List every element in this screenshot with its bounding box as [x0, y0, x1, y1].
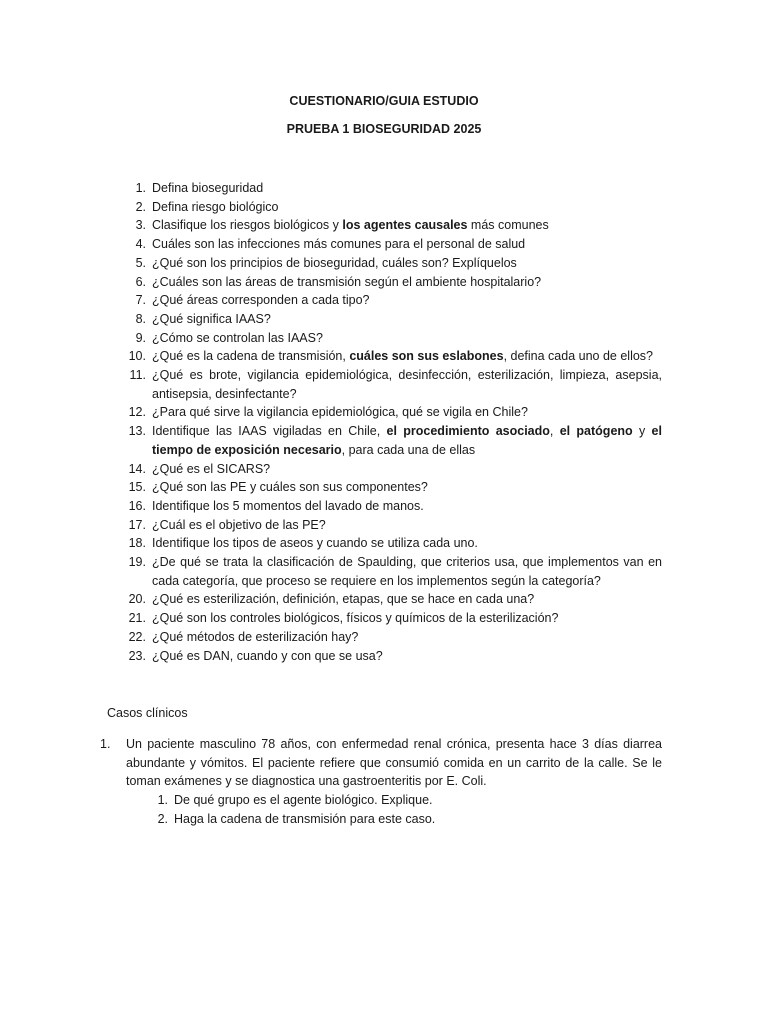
- question-text-bold: cuáles son sus eslabones: [349, 349, 504, 364]
- question-text: , para cada una de ellas: [341, 442, 476, 457]
- question-item: [120, 534, 662, 553]
- cases-heading: Casos clínicos: [107, 706, 188, 720]
- question-item: [120, 179, 662, 198]
- question-text: ¿Cuál es el objetivo de las PE?: [152, 517, 326, 532]
- question-text-bold: el procedimiento asociado: [386, 424, 550, 439]
- question-text: ¿Cómo se controlan las IAAS?: [152, 330, 323, 345]
- case-text: Un paciente masculino 78 años, con enfermedad renal crónica, presenta hace 3 días diarrea abundante y vómitos. El paciente refiere que consumió comida en un carrito de la calle. Se le toman exámenes y se diagnostica una gastroenteritis por E. Coli.: [126, 737, 662, 789]
- question-text: Identifique los 5 momentos del lavado de manos.: [152, 498, 424, 513]
- question-item: [120, 310, 662, 329]
- question-item: [120, 198, 662, 217]
- question-number: 13.: [128, 424, 146, 439]
- question-item: [120, 347, 662, 366]
- question-number: 21.: [128, 611, 146, 626]
- question-number: 22.: [128, 629, 146, 644]
- question-number: 20.: [128, 592, 146, 607]
- question-text: y: [632, 424, 652, 439]
- question-text: ¿Para qué sirve la vigilancia epidemiológica, qué se vigila en Chile?: [152, 405, 528, 420]
- question-text: ¿Qué es brote, vigilancia epidemiológica, desinfección, esterilización, limpieza, asepsia, antisepsia, desinfectante?: [152, 368, 662, 401]
- case-sub-text: De qué grupo es el agente biológico. Explique.: [174, 793, 433, 808]
- question-number: 16.: [128, 498, 146, 513]
- question-item: [120, 366, 662, 403]
- question-text: Identifique los tipos de aseos y cuando se utiliza cada uno.: [152, 536, 478, 551]
- question-item: [120, 273, 662, 292]
- question-text: ¿Cuáles son las áreas de transmisión según el ambiente hospitalario?: [152, 274, 542, 289]
- question-item: [120, 216, 662, 235]
- case-list: [100, 735, 662, 829]
- question-text-bold: el tiempo de exposición necesario: [152, 424, 662, 457]
- question-item: [120, 553, 662, 590]
- question-text: ¿Qué son los principios de bioseguridad, cuáles son? Explíquelos: [152, 255, 517, 270]
- question-text: ¿Qué es la cadena de transmisión,: [152, 349, 350, 364]
- question-number: 19.: [128, 555, 146, 570]
- question-item: [120, 403, 662, 422]
- question-number: 2.: [135, 199, 146, 214]
- question-text: , defina cada uno de ellos?: [503, 349, 653, 364]
- question-text: ¿Qué áreas corresponden a cada tipo?: [152, 293, 370, 308]
- question-text: Identifique las IAAS vigiladas en Chile,: [152, 424, 387, 439]
- question-text: más comunes: [467, 218, 549, 233]
- question-text-bold: el patógeno: [559, 424, 633, 439]
- document-subtitle: PRUEBA 1 BIOSEGURIDAD 2025: [286, 122, 482, 136]
- question-number: 8.: [135, 311, 146, 326]
- question-number: 14.: [128, 461, 146, 476]
- document-title: CUESTIONARIO/GUIA ESTUDIO: [289, 94, 479, 108]
- question-text: ¿Qué son los controles biológicos, físicos y químicos de la esterilización?: [152, 611, 559, 626]
- question-number: 7.: [135, 293, 146, 308]
- question-text: Defina riesgo biológico: [152, 199, 279, 214]
- question-number: 12.: [128, 405, 146, 420]
- question-item: [120, 516, 662, 535]
- question-number: 3.: [135, 218, 146, 233]
- question-number: 5.: [135, 255, 146, 270]
- question-text: ¿Qué métodos de esterilización hay?: [152, 629, 359, 644]
- question-item: [120, 291, 662, 310]
- question-number: 9.: [135, 330, 146, 345]
- question-number: 11.: [129, 368, 146, 383]
- case-sub-list: [126, 791, 662, 828]
- case-sub-text: Haga la cadena de transmisión para este caso.: [174, 811, 436, 826]
- question-text: ¿Qué es DAN, cuando y con que se usa?: [152, 648, 383, 663]
- question-item: [120, 422, 662, 459]
- question-item: [120, 254, 662, 273]
- case-sub-item: [126, 810, 662, 829]
- question-text: ¿Qué es el SICARS?: [152, 461, 271, 476]
- question-text-bold: los agentes causales: [342, 218, 468, 233]
- question-text: ¿Qué significa IAAS?: [152, 311, 271, 326]
- question-text: ,: [549, 424, 560, 439]
- question-item: [120, 329, 662, 348]
- question-item: [120, 609, 662, 628]
- question-text: ¿Qué son las PE y cuáles son sus componentes?: [152, 480, 428, 495]
- case-sub-number: 1.: [157, 793, 168, 808]
- case-sub-number: 2.: [157, 811, 168, 826]
- case-number: 1.: [100, 737, 111, 751]
- question-number: 4.: [135, 237, 146, 252]
- question-number: 6.: [135, 274, 146, 289]
- question-text: Clasifique los riesgos biológicos y: [152, 218, 343, 233]
- question-text: ¿Qué es esterilización, definición, etapas, que se hace en cada una?: [152, 592, 535, 607]
- question-text: Defina bioseguridad: [152, 181, 264, 195]
- question-number: 1.: [135, 181, 146, 195]
- question-item: [120, 647, 662, 666]
- question-number: 17.: [128, 517, 146, 532]
- question-item: [120, 478, 662, 497]
- case-sub-item: [126, 791, 662, 810]
- question-number: 10.: [128, 349, 146, 364]
- question-item: [120, 590, 662, 609]
- question-list: [120, 179, 662, 665]
- question-text: ¿De qué se trata la clasificación de Spaulding, que criterios usa, que implementos van en cada categoría, que proceso se requiere en los implementos según la categoría?: [152, 555, 662, 588]
- question-item: [120, 460, 662, 479]
- question-number: 23.: [128, 648, 146, 663]
- question-number: 15.: [128, 480, 146, 495]
- question-item: [120, 235, 662, 254]
- case-item: [100, 735, 662, 829]
- question-item: [120, 628, 662, 647]
- question-text: Cuáles son las infecciones más comunes para el personal de salud: [152, 237, 526, 252]
- question-number: 18.: [128, 536, 146, 551]
- question-item: [120, 497, 662, 516]
